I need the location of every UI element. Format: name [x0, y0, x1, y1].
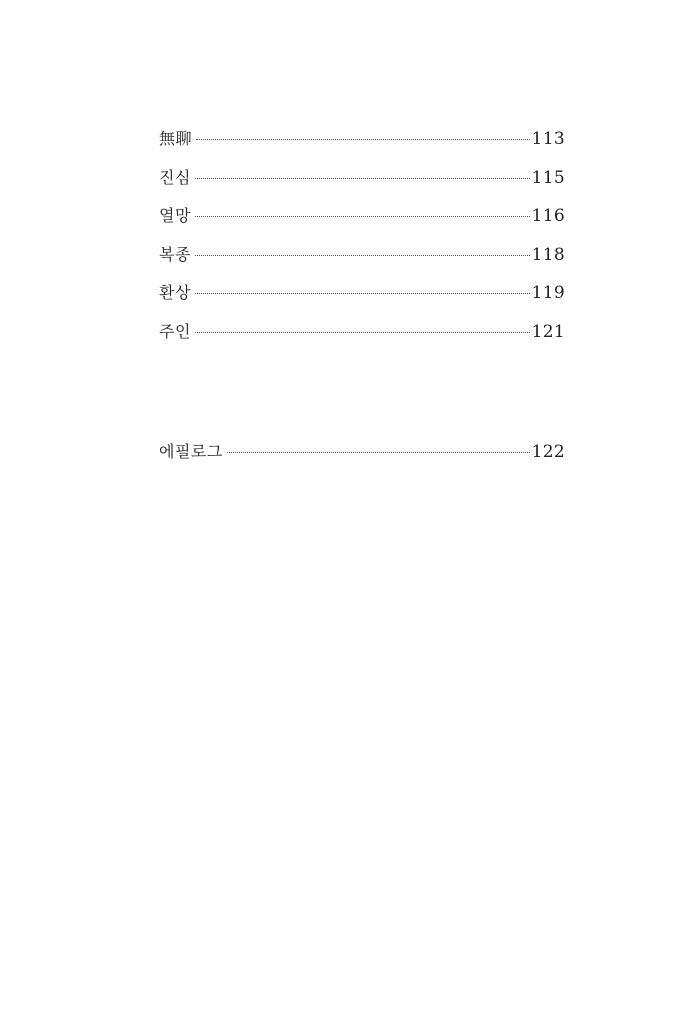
toc-entry-page-number: 122 [531, 442, 565, 462]
dot-leader [195, 255, 530, 256]
toc-entry-title: 복종 [159, 244, 191, 264]
toc-entry-title: 진심 [159, 167, 191, 187]
toc-entry-page-number: 121 [531, 321, 565, 342]
dot-leader [195, 216, 530, 217]
toc-entry-page-number: 119 [531, 283, 565, 304]
toc-entry-title: 환상 [159, 283, 191, 303]
toc-entry-5[interactable] [159, 281, 565, 320]
toc-entry-3[interactable] [159, 204, 565, 243]
toc-epilogue-section [159, 440, 565, 479]
toc-entry-epilogue[interactable] [159, 440, 565, 479]
dot-leader [195, 178, 530, 179]
table-of-contents [159, 127, 565, 359]
toc-entry-page-number: 118 [531, 244, 565, 265]
toc-entry-4[interactable] [159, 243, 565, 282]
toc-entry-page-number: 113 [531, 129, 565, 149]
dot-leader [195, 332, 530, 333]
toc-entry-title: 無聊 [159, 129, 193, 148]
toc-entry-2[interactable] [159, 166, 565, 205]
toc-entry-title: 에필로그 [159, 442, 223, 461]
toc-entry-6[interactable] [159, 320, 565, 359]
toc-entry-page-number: 115 [531, 167, 565, 188]
toc-entry-title: 열망 [159, 206, 191, 226]
toc-entry-page-number: 116 [531, 206, 565, 227]
dot-leader [195, 293, 530, 294]
toc-entry-title: 주인 [159, 321, 191, 341]
dot-leader [227, 452, 530, 453]
dot-leader [196, 139, 530, 140]
toc-entry-1[interactable] [159, 127, 565, 166]
